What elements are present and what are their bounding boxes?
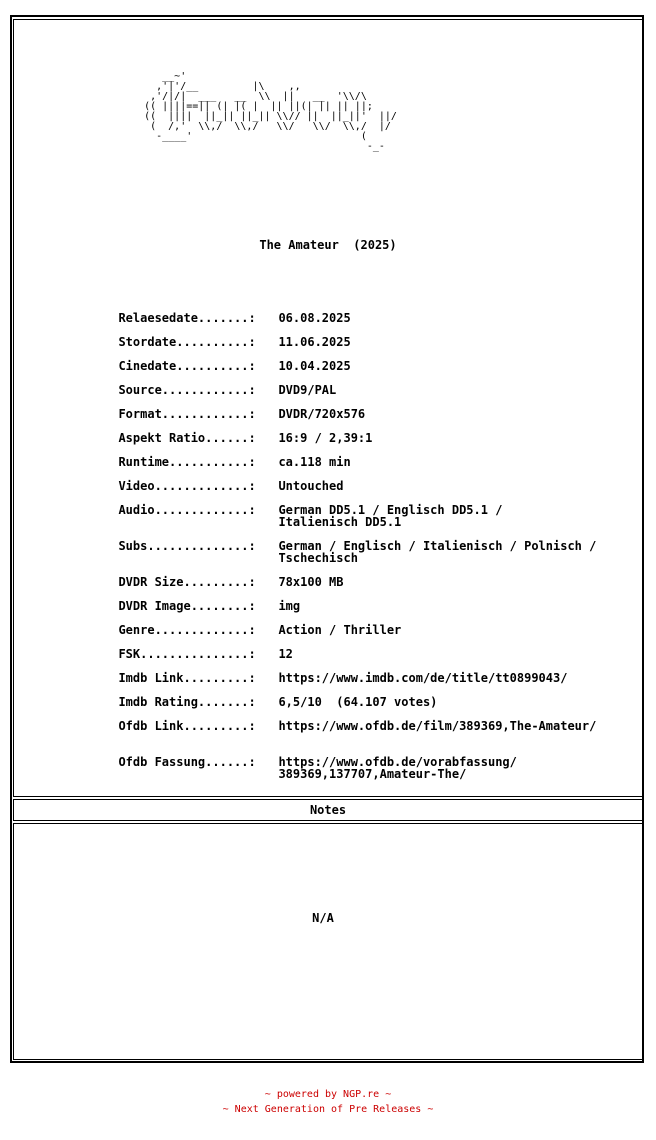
info-label: Genre.............: [118, 623, 256, 637]
info-value-ofdb-fassung: https://www.ofdb.de/vorabfassung/ 389369,137707,Amateur-The/ [278, 755, 517, 781]
info-row-video [104, 468, 638, 492]
info-value: img [278, 599, 301, 613]
info-row-subs [104, 528, 638, 564]
info-row-dvdr-size [104, 564, 638, 588]
info-label: Aspekt Ratio......: [118, 431, 256, 445]
info-label: Audio.............: [118, 503, 256, 517]
info-value: 06.08.2025 [278, 311, 351, 325]
info-label: Ofdb Fassung......: [118, 755, 256, 769]
info-label: Video.............: [118, 479, 256, 493]
info-row-aspect-ratio [104, 420, 638, 444]
info-label: Stordate..........: [118, 335, 256, 349]
info-row-imdb-rating [104, 684, 638, 708]
info-row-cinedate [104, 348, 638, 372]
info-row-fsk [104, 636, 638, 660]
info-row-releasedate [104, 300, 638, 324]
info-value: ca.118 min [278, 455, 351, 469]
footer-tagline: ~ Next Generation of Pre Releases ~ [222, 1104, 434, 1115]
info-value: Action / Thriller [278, 623, 402, 637]
info-label: DVDR Image........: [118, 599, 256, 613]
info-label: Subs..............: [118, 539, 256, 553]
info-label: DVDR Size.........: [118, 575, 256, 589]
info-value: 78x100 MB [278, 575, 344, 589]
notes-title: Notes [309, 803, 347, 817]
info-row-stordate [104, 324, 638, 348]
info-row-source [104, 372, 638, 396]
release-title: The Amateur (2025) [259, 238, 397, 252]
notes-panel [13, 823, 643, 1060]
info-label: Imdb Link.........: [118, 671, 256, 685]
info-value-imdb-link: https://www.imdb.com/de/title/tt0899043/ [278, 671, 568, 685]
info-row-ofdb-fassung [104, 744, 638, 780]
info-row-dvdr-image [104, 588, 638, 612]
info-value: 6,5/10 (64.107 votes) [278, 695, 438, 709]
info-value: Untouched [278, 479, 344, 493]
notes-body: N/A [312, 911, 334, 925]
info-label: Runtime...........: [118, 455, 256, 469]
footer-powered-by: ~ powered by NGP.re ~ [264, 1089, 392, 1100]
info-row-runtime [104, 444, 638, 468]
info-label: FSK...............: [118, 647, 256, 661]
ascii-logo: __~' ,'|'/__ |\ ,, ,'/|/| ___ __ \\ || __ '\\/\ (( ||||==|| (| |( | || ||(| || || ||; (( |||| ||_|| ||_|| \\// || ||_||' ||/ ( /,' \\,/ \\,/ \\/ \\/ \\,/ |/ -____' ( -_- [144, 71, 397, 152]
info-label: Relaesedate.......: [118, 311, 256, 325]
info-value: German / Englisch / Italienisch / Polnisch / Tschechisch [278, 539, 597, 565]
info-label: Source............: [118, 383, 256, 397]
info-row-audio [104, 492, 638, 528]
info-label: Imdb Rating.......: [118, 695, 256, 709]
info-row-imdb-link [104, 660, 638, 684]
info-value: German DD5.1 / Englisch DD5.1 / Italienisch DD5.1 [278, 503, 503, 529]
info-row-ofdb-link [104, 708, 638, 732]
info-value: DVD9/PAL [278, 383, 337, 397]
info-label: Ofdb Link.........: [118, 719, 256, 733]
info-label: Cinedate..........: [118, 359, 256, 373]
info-label: Format............: [118, 407, 256, 421]
info-value: 11.06.2025 [278, 335, 351, 349]
info-row-genre [104, 612, 638, 636]
info-value: DVDR/720x576 [278, 407, 366, 421]
info-row-format [104, 396, 638, 420]
info-value-ofdb-link: https://www.ofdb.de/film/389369,The-Amateur/ [278, 719, 597, 733]
info-value: 12 [278, 647, 293, 661]
info-value: 16:9 / 2,39:1 [278, 431, 373, 445]
info-value: 10.04.2025 [278, 359, 351, 373]
